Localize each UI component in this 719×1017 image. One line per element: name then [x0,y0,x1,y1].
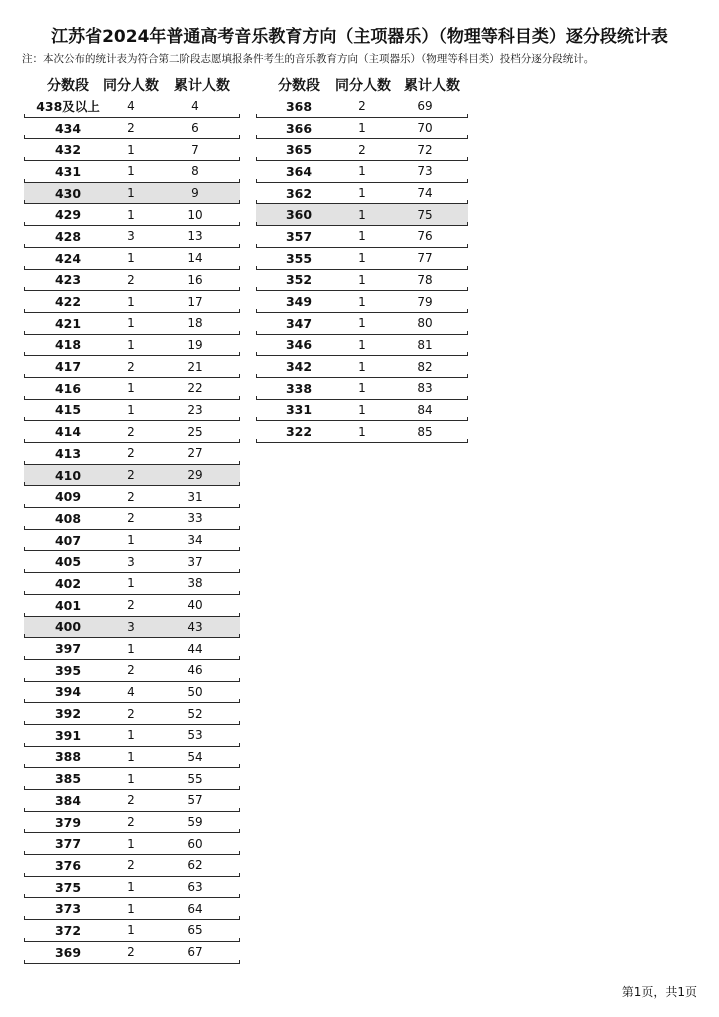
row-count: 2 [358,142,366,157]
table-row [24,725,240,747]
table-row [24,248,240,270]
table-header [256,74,468,96]
row-score: 379 [54,814,82,830]
row-count: 2 [127,468,135,483]
table-row [24,682,240,704]
table-row [24,139,240,161]
table-body [256,96,468,443]
row-cumulative: 78 [417,272,433,287]
row-count: 2 [127,424,135,439]
table-row [24,226,240,248]
table-row [24,530,240,552]
table-row [24,183,240,205]
row-score: 408 [54,510,82,526]
row-score: 422 [54,294,82,310]
row-count: 1 [358,272,366,287]
row-cumulative: 40 [187,598,203,613]
table-row [24,335,240,357]
table-row [24,573,240,595]
row-score: 415 [54,402,82,418]
row-cumulative: 60 [187,836,203,851]
table-row [24,291,240,313]
row-cumulative: 29 [187,468,203,483]
row-cumulative: 81 [417,337,433,352]
row-count: 1 [127,771,135,786]
row-cumulative: 31 [187,489,203,504]
score-table-left [24,74,240,964]
row-score: 331 [285,402,313,418]
table-row [24,703,240,725]
row-cumulative: 13 [187,229,203,244]
row-score: 375 [54,879,82,895]
table-row [24,551,240,573]
row-score: 349 [285,294,313,310]
table-row [24,617,240,639]
row-count: 1 [127,402,135,417]
table-row [256,378,468,400]
table-row [256,356,468,378]
row-score: 346 [285,337,313,353]
row-score: 322 [285,424,313,440]
row-cumulative: 82 [417,359,433,374]
row-score: 384 [54,792,82,808]
row-count: 1 [127,576,135,591]
row-count: 1 [127,294,135,309]
header-count: 同分人数 [103,78,159,94]
row-score: 414 [54,424,82,440]
row-count: 1 [127,749,135,764]
table-row [24,595,240,617]
row-count: 1 [358,402,366,417]
table-row [24,313,240,335]
row-count: 1 [358,164,366,179]
row-score: 410 [54,467,82,483]
row-score: 424 [54,250,82,266]
table-row [256,400,468,422]
row-cumulative: 76 [417,229,433,244]
row-score: 385 [54,771,82,787]
row-cumulative: 69 [417,99,433,114]
table-row [256,118,468,140]
table-row [256,96,468,118]
row-score: 357 [285,228,313,244]
row-cumulative: 33 [187,511,203,526]
table-row [256,183,468,205]
row-cumulative: 52 [187,706,203,721]
row-count: 1 [127,186,135,201]
row-count: 1 [127,880,135,895]
table-row [24,812,240,834]
row-cumulative: 53 [187,728,203,743]
row-cumulative: 22 [187,381,203,396]
table-row [24,747,240,769]
row-cumulative: 75 [417,207,433,222]
row-count: 1 [358,381,366,396]
document-title: 江苏省2024年普通高考音乐教育方向（主项器乐）（物理等科目类）逐分段统计表 [51,27,668,47]
row-cumulative: 10 [187,207,203,222]
row-cumulative: 16 [187,272,203,287]
row-cumulative: 50 [187,684,203,699]
table-row [24,877,240,899]
row-count: 2 [127,359,135,374]
row-cumulative: 6 [191,121,199,136]
row-score: 362 [285,185,313,201]
row-count: 1 [127,381,135,396]
row-count: 1 [358,251,366,266]
row-cumulative: 63 [187,880,203,895]
row-score: 388 [54,749,82,765]
table-row [24,96,240,118]
row-count: 2 [127,489,135,504]
row-cumulative: 85 [417,424,433,439]
row-score: 392 [54,706,82,722]
row-score: 369 [54,944,82,960]
row-score: 355 [285,250,313,266]
row-score: 376 [54,857,82,873]
row-cumulative: 67 [187,945,203,960]
table-row [24,942,240,964]
row-cumulative: 84 [417,402,433,417]
table-row [24,400,240,422]
row-score: 413 [54,445,82,461]
row-score: 372 [54,922,82,938]
table-row [256,313,468,335]
row-count: 3 [127,554,135,569]
row-score: 402 [54,575,82,591]
row-count: 3 [127,619,135,634]
row-count: 2 [127,858,135,873]
row-cumulative: 9 [191,186,199,201]
row-score: 347 [285,315,313,331]
row-cumulative: 34 [187,533,203,548]
row-score: 394 [54,684,82,700]
row-count: 1 [127,142,135,157]
row-score: 416 [54,380,82,396]
table-row [256,421,468,443]
table-row [24,660,240,682]
row-score: 429 [54,207,82,223]
row-cumulative: 79 [417,294,433,309]
header-score: 分数段 [278,78,320,94]
row-cumulative: 18 [187,316,203,331]
table-row [24,833,240,855]
row-count: 2 [127,446,135,461]
row-count: 1 [127,316,135,331]
table-row [24,443,240,465]
row-score: 338 [285,380,313,396]
row-cumulative: 70 [417,121,433,136]
table-row [256,335,468,357]
row-score: 377 [54,836,82,852]
document-note: 注：本次公布的统计表为符合第二阶段志愿填报条件考生的音乐教育方向（主项器乐）（物理等科目类）投档分逐分段统计。 [22,53,595,65]
header-count: 同分人数 [335,78,391,94]
row-score: 430 [54,185,82,201]
row-count: 2 [127,663,135,678]
row-cumulative: 80 [417,316,433,331]
row-count: 2 [127,121,135,136]
row-score: 400 [54,619,82,635]
header-cumulative: 累计人数 [174,78,230,94]
table-row [24,486,240,508]
row-cumulative: 72 [417,142,433,157]
row-score: 373 [54,901,82,917]
table-row [24,356,240,378]
table-row [256,226,468,248]
row-count: 4 [127,684,135,699]
row-count: 1 [358,121,366,136]
row-count: 2 [127,706,135,721]
row-score: 409 [54,489,82,505]
row-count: 2 [127,272,135,287]
row-count: 1 [358,186,366,201]
row-cumulative: 25 [187,424,203,439]
row-cumulative: 7 [191,142,199,157]
row-cumulative: 74 [417,186,433,201]
row-count: 1 [127,641,135,656]
table-row [256,248,468,270]
table-row [24,161,240,183]
row-score: 352 [285,272,313,288]
row-count: 4 [127,99,135,114]
row-score: 421 [54,315,82,331]
row-count: 2 [358,99,366,114]
row-count: 2 [127,793,135,808]
row-cumulative: 54 [187,749,203,764]
row-score: 397 [54,641,82,657]
row-count: 1 [127,533,135,548]
table-row [256,291,468,313]
row-cumulative: 14 [187,251,203,266]
score-table-right [256,74,468,443]
row-count: 1 [127,207,135,222]
row-cumulative: 37 [187,554,203,569]
row-count: 1 [358,229,366,244]
row-count: 1 [127,901,135,916]
row-score: 431 [54,163,82,179]
row-count: 1 [358,207,366,222]
table-row [24,204,240,226]
row-cumulative: 4 [191,99,199,114]
row-score: 407 [54,532,82,548]
row-count: 1 [358,359,366,374]
row-count: 1 [127,164,135,179]
table-row [256,270,468,292]
row-count: 1 [127,251,135,266]
table-header [24,74,240,96]
row-count: 1 [127,337,135,352]
row-score: 417 [54,359,82,375]
row-cumulative: 83 [417,381,433,396]
table-row [24,898,240,920]
table-row [24,465,240,487]
row-score: 368 [285,98,313,114]
table-row [24,920,240,942]
row-cumulative: 17 [187,294,203,309]
row-count: 1 [127,836,135,851]
row-count: 2 [127,945,135,960]
row-count: 3 [127,229,135,244]
row-score: 418 [54,337,82,353]
row-count: 2 [127,511,135,526]
row-cumulative: 77 [417,251,433,266]
row-score: 428 [54,228,82,244]
row-count: 2 [127,815,135,830]
row-score: 438及以上 [36,99,100,115]
table-row [24,421,240,443]
row-cumulative: 65 [187,923,203,938]
row-count: 1 [127,923,135,938]
row-cumulative: 43 [187,619,203,634]
row-count: 1 [358,424,366,439]
row-cumulative: 64 [187,901,203,916]
row-cumulative: 46 [187,663,203,678]
header-score: 分数段 [47,78,89,94]
table-row [24,378,240,400]
row-cumulative: 55 [187,771,203,786]
row-score: 342 [285,359,313,375]
row-count: 1 [127,728,135,743]
row-count: 2 [127,598,135,613]
table-row [24,118,240,140]
row-score: 391 [54,727,82,743]
row-score: 395 [54,662,82,678]
row-cumulative: 62 [187,858,203,873]
table-row [24,270,240,292]
header-cumulative: 累计人数 [404,78,460,94]
row-score: 432 [54,142,82,158]
table-row [24,508,240,530]
row-score: 434 [54,120,82,136]
row-count: 1 [358,294,366,309]
table-row [24,768,240,790]
row-cumulative: 19 [187,337,203,352]
row-score: 364 [285,163,313,179]
row-cumulative: 23 [187,402,203,417]
row-cumulative: 44 [187,641,203,656]
row-count: 1 [358,337,366,352]
row-cumulative: 73 [417,164,433,179]
row-count: 1 [358,316,366,331]
table-row [256,161,468,183]
row-score: 401 [54,597,82,613]
row-cumulative: 59 [187,815,203,830]
table-body [24,96,240,964]
table-row [256,139,468,161]
table-row [24,855,240,877]
table-row [24,638,240,660]
row-cumulative: 8 [191,164,199,179]
row-cumulative: 57 [187,793,203,808]
table-row [256,204,468,226]
table-row [24,790,240,812]
row-score: 366 [285,120,313,136]
row-score: 360 [285,207,313,223]
row-score: 365 [285,142,313,158]
row-cumulative: 38 [187,576,203,591]
row-cumulative: 21 [187,359,203,374]
row-score: 405 [54,554,82,570]
page-number: 第1页，共1页 [621,985,697,999]
row-cumulative: 27 [187,446,203,461]
row-score: 423 [54,272,82,288]
